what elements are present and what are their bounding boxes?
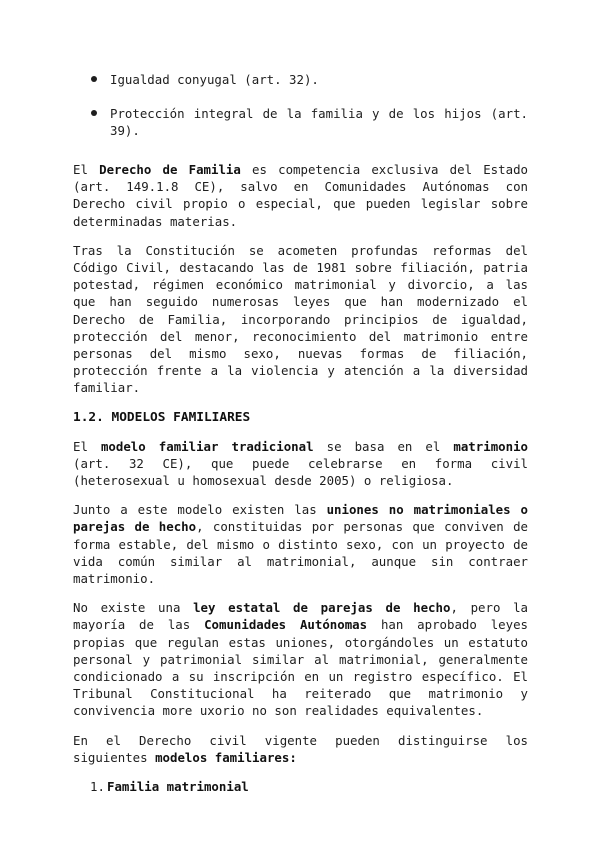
- paragraph-competencia: [73, 161, 528, 230]
- text-run: Junto a este modelo existen las: [73, 502, 327, 518]
- text-run: No existe una: [73, 600, 194, 616]
- bullet-text: Igualdad conyugal (art. 32).: [110, 72, 319, 87]
- bold-term: ley estatal de parejas de hecho: [193, 600, 451, 616]
- paragraph-modelos-vigentes: [73, 732, 528, 766]
- paragraph-ley-estatal: [73, 599, 528, 719]
- section-heading: 1.2. MODELOS FAMILIARES: [73, 409, 251, 425]
- bullet-list: [90, 71, 528, 156]
- bold-term: Derecho de Familia: [99, 162, 241, 177]
- document-body: [73, 161, 528, 795]
- paragraph-modelo-tradicional: [73, 438, 528, 490]
- text-run: , pero la mayoría de las: [73, 600, 529, 633]
- text-run: han aprobado leyes propias que regulan estas uniones, otorgándoles un estatuto personal y patrimonial similar al matrimonial, generalmente condicionado a su inscripción en un registro específico. El Tribunal Constitucional ha reiterado que matrimonio y convivencia more uxorio no son realidades equivalentes.: [73, 617, 528, 719]
- bold-term: matrimonio: [453, 438, 528, 454]
- bullet-text: Protección integral de la familia y de los hijos (art. 39).: [110, 106, 528, 138]
- bullet-item: [90, 105, 528, 139]
- bullet-item: [90, 71, 528, 88]
- bold-term: uniones no matrimoniales o parejas de hecho: [73, 502, 528, 535]
- bold-term: modelos familiares:: [155, 749, 297, 765]
- item-label: Familia matrimonial: [107, 779, 249, 795]
- paragraph-parejas-hecho: [73, 501, 528, 587]
- bold-term: modelo familiar tradicional: [100, 438, 314, 454]
- numbered-item: [90, 778, 528, 795]
- bullet-dot-icon: [91, 110, 97, 116]
- paragraph-reformas: Tras la Constitución se acometen profundas reformas del Código Civil, destacando las de 1981 sobre filiación, patria potestad, régimen económico matrimonial y divorcio, a las que han seguido numerosas leyes que han modernizado el Derecho de Familia, incorporando principios de igualdad, protección del menor, reconocimiento del matrimonio entre personas del mismo sexo, nuevas formas de filiación, protección frente a la violencia y atención a la diversidad familiar.: [73, 242, 528, 396]
- text-run: El: [73, 162, 100, 177]
- text-run: se basa en el: [313, 438, 454, 454]
- text-run: es competencia exclusiva del Estado (art. 149.1.8 CE), salvo en Comunidades Autónomas con Derecho civil propio o especial, que pueden legislar sobre determinadas materias.: [73, 162, 528, 229]
- bullet-dot-icon: [91, 76, 97, 82]
- text-run: (art. 32 CE), que puede celebrarse en forma civil (heterosexual u homosexual desde 2005) o religiosa.: [73, 455, 528, 489]
- text-run: , constituidas por personas que conviven de forma estable, del mismo o distinto sexo, con un proyecto de vida común similar al matrimonial, aunque sin contraer matrimonio.: [73, 519, 528, 587]
- numbered-list: [73, 778, 528, 795]
- text-run: En el Derecho civil vigente pueden distinguirse los siguientes: [73, 732, 528, 765]
- bold-term: Comunidades Autónomas: [204, 617, 368, 633]
- item-number: 1.: [90, 779, 105, 795]
- text-run: El: [73, 438, 101, 454]
